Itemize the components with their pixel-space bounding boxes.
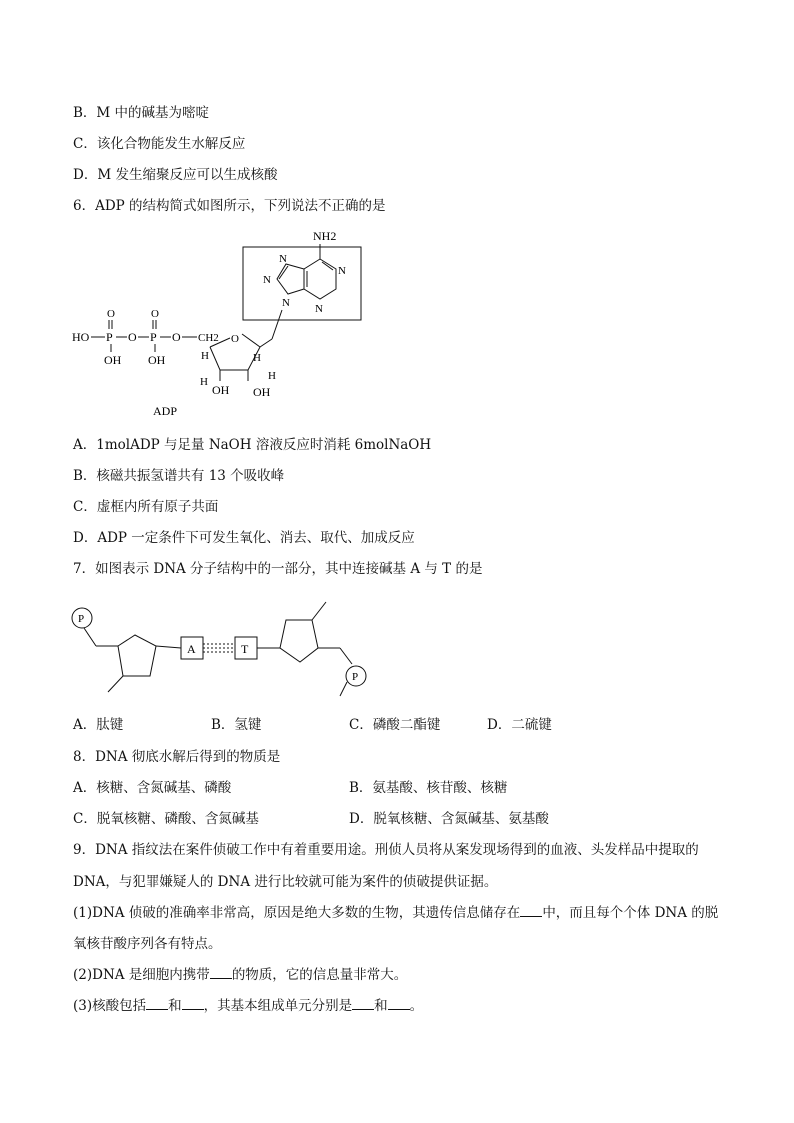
adp-structure-figure (60, 224, 370, 419)
q6-stem: 6．ADP 的结构简式如图所示，下列说法不正确的是 (73, 198, 386, 214)
dna-phosphate-left: P (78, 613, 85, 625)
adp-base-box (243, 247, 361, 320)
adp-p1: P (106, 330, 113, 344)
adp-o-bridge2: O (172, 330, 181, 344)
adp-o-top1: O (107, 308, 115, 320)
adp-h3: H (200, 376, 208, 388)
adp-n3: N (315, 303, 323, 315)
q9-part1-line1: (1)DNA 侦破的准确率非常高，原因是绝大多数的生物，其遗传信息储存在 中，而且每个个体 DNA 的脱 (73, 905, 719, 921)
answer-blank[interactable] (352, 997, 374, 1010)
adp-n1: N (338, 265, 346, 277)
q5-option-b: B．M 中的碱基为嘧啶 (73, 105, 210, 121)
adp-h4: H (268, 370, 276, 382)
adp-n9: N (282, 297, 290, 309)
dna-fragment-figure (60, 590, 380, 710)
dna-base-t: T (241, 642, 249, 656)
q7-option-d: D．二硫键 (487, 717, 552, 733)
q9-part1-line2: 氧核苷酸序列各有特点。 (73, 936, 222, 952)
adp-o-bridge1: O (128, 330, 137, 344)
answer-blank[interactable] (146, 997, 168, 1010)
q7-option-b: B．氢键 (211, 717, 262, 733)
adp-n9-left: N (263, 274, 271, 286)
adp-ho-label: HO (72, 330, 90, 344)
q5-option-c: C．该化合物能发生水解反应 (73, 136, 246, 152)
adp-ch2-label: CH2 (198, 332, 219, 344)
adp-ring-o: O (231, 333, 239, 345)
adp-caption: ADP (153, 404, 178, 418)
q9-stem-line2: DNA，与犯罪嫌疑人的 DNA 进行比较就可能为案件的侦破提供证据。 (73, 874, 498, 890)
q6-option-a: A．1molADP 与足量 NaOH 溶液反应时消耗 6molNaOH (73, 437, 432, 453)
q6-option-b: B．核磁共振氢谱共有 13 个吸收峰 (73, 468, 285, 484)
q8-option-c: C．脱氧核糖、磷酸、含氮碱基 (73, 811, 259, 827)
answer-blank[interactable] (210, 966, 232, 979)
answer-blank[interactable] (388, 997, 410, 1010)
answer-blank[interactable] (182, 997, 204, 1010)
q6-option-d: D．ADP 一定条件下可发生氧化、消去、取代、加成反应 (73, 530, 415, 546)
answer-blank[interactable] (520, 904, 542, 917)
q8-option-b: B．氨基酸、核苷酸、核糖 (349, 780, 508, 796)
q7-option-c: C．磷酸二酯键 (349, 717, 441, 733)
adp-n7: N (279, 253, 287, 265)
adp-h2: H (253, 352, 261, 364)
q7-stem: 7．如图表示 DNA 分子结构中的一部分，其中连接碱基 A 与 T 的是 (73, 561, 483, 577)
q8-option-a: A．核糖、含氮碱基、磷酸 (73, 780, 232, 796)
adp-h1: H (201, 350, 209, 362)
adp-oh-ribose-1: OH (212, 383, 230, 397)
q7-option-a: A．肽键 (73, 717, 124, 733)
dna-phosphate-right: P (352, 671, 359, 683)
q5-option-d: D．M 发生缩聚反应可以生成核酸 (73, 167, 278, 183)
q8-stem: 8．DNA 彻底水解后得到的物质是 (73, 749, 281, 765)
q8-option-d: D．脱氧核糖、含氮碱基、氨基酸 (349, 811, 549, 827)
q6-option-c: C．虚框内所有原子共面 (73, 499, 219, 515)
adp-oh-ribose-2: OH (253, 385, 271, 399)
adp-oh-p2: OH (148, 353, 166, 367)
q9-part2: (2)DNA 是细胞内携带 的物质，它的信息量非常大。 (73, 967, 408, 983)
q9-part3: (3)核酸包括 和 ，其基本组成单元分别是 和 。 (73, 998, 424, 1014)
adp-o-top2: O (151, 308, 159, 320)
q9-stem-line1: 9．DNA 指纹法在案件侦破工作中有着重要用途。刑侦人员将从案发现场得到的血液、头发样品中提取的 (73, 842, 699, 858)
adp-p2: P (150, 330, 157, 344)
adp-nh2-label: NH2 (313, 229, 337, 243)
adp-oh-p1: OH (104, 353, 122, 367)
dna-base-a: A (187, 642, 196, 656)
